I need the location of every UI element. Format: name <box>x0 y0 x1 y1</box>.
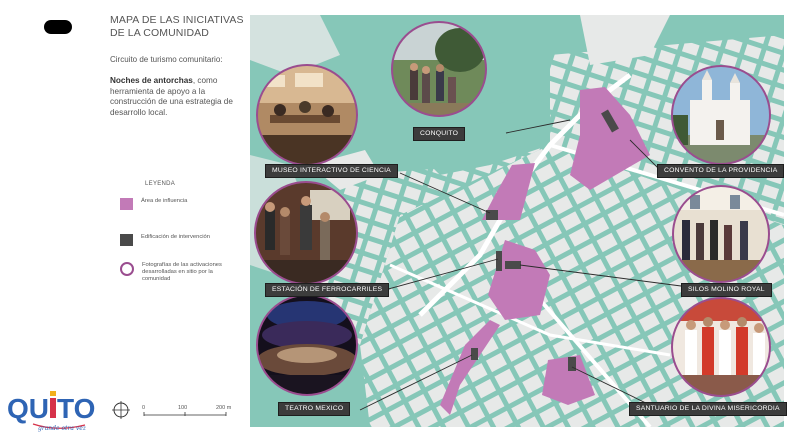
intervention-building-teatro <box>471 348 478 360</box>
description <box>110 76 248 118</box>
intervention-building-museo <box>486 210 498 220</box>
community-map[interactable] <box>250 15 784 427</box>
north-arrow-icon <box>112 401 130 419</box>
label-museo[interactable]: MUSEO INTERACTIVO DE CIENCIA <box>265 164 398 178</box>
photo-silos[interactable] <box>672 185 770 283</box>
svg-text:TO: TO <box>57 393 96 424</box>
scale-bar <box>140 402 250 420</box>
legend-item-intervention <box>120 234 210 246</box>
page-title <box>110 14 244 39</box>
scale-label: 100 <box>178 405 188 411</box>
label-silos[interactable]: SILOS MOLINO ROYAL <box>681 283 772 297</box>
label-teatro[interactable]: TEATRO MEXICO <box>278 402 350 416</box>
intervention-building-silos <box>505 261 521 269</box>
label-convento[interactable]: CONVENTO DE LA PROVIDENCIA <box>657 164 784 178</box>
logo-tagline: grande otra vez <box>38 425 86 432</box>
intervention-building-santuario <box>568 357 576 371</box>
legend-title: LEYENDA <box>145 181 176 187</box>
legend-label: Edificación de intervención <box>141 234 210 240</box>
label-santuario[interactable]: SANTUARIO DE LA DIVINA MISERICORDIA <box>629 402 787 416</box>
legend-label: Fotografías de las activaciones desarrolladas en sitio por la comunidad <box>142 262 222 283</box>
photo-ring-swatch <box>120 262 134 276</box>
label-estacion[interactable]: ESTACIÓN DE FERROCARRILES <box>265 283 389 297</box>
intervention-building-estacion <box>496 251 502 271</box>
scale-label: 0 <box>142 405 146 411</box>
description-bold: Noches de antorchas <box>110 76 193 85</box>
scale-label: 200 m <box>216 405 232 411</box>
influence-swatch <box>120 198 133 210</box>
black-pill-marker <box>44 20 72 34</box>
intervention-swatch <box>120 234 133 246</box>
legend-item-influence <box>120 198 187 210</box>
legend-item-photos <box>120 262 232 284</box>
title-line-2: DE LA COMUNIDAD <box>110 26 209 39</box>
label-conquito[interactable]: CONQUITO <box>413 127 465 141</box>
legend-label: Área de influencia <box>141 198 188 204</box>
title-line-1: MAPA DE LAS INICIATIVAS <box>110 14 244 26</box>
description-rest: , como herramienta de apoyo a la construcción de una estrategia de desarrollo local. <box>110 76 233 117</box>
subtitle: Circuito de turismo comunitario: <box>110 55 223 64</box>
svg-text:QU: QU <box>7 393 49 424</box>
